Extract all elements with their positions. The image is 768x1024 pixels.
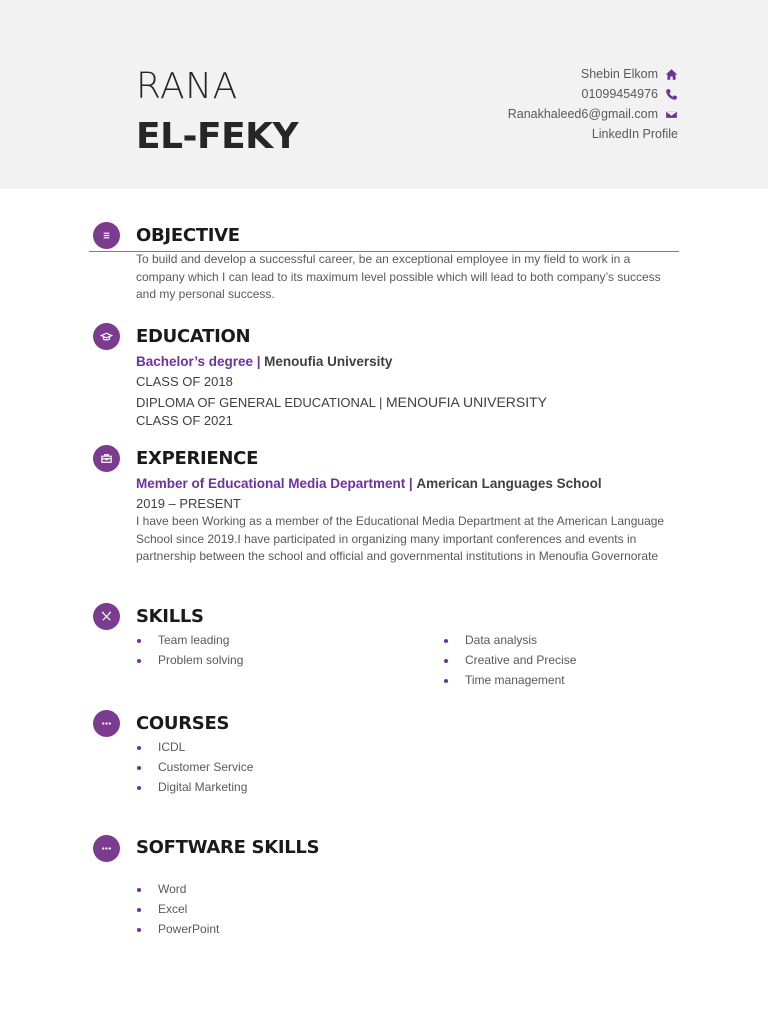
contact-address [508, 64, 678, 84]
organization-name: American Languages School [416, 476, 602, 491]
diploma-line [136, 394, 547, 410]
class-year-2: CLASS OF 2021 [136, 413, 233, 428]
software-skills-list [136, 880, 219, 939]
briefcase-icon [93, 445, 120, 472]
first-name: RANA [136, 66, 238, 107]
phone-icon [664, 87, 678, 101]
last-name: EL-FEKY [136, 116, 299, 157]
ellipsis-icon [93, 710, 120, 737]
objective-text: To build and develop a successful career, be an exceptional employee in my field to work in a company which I can lead to its maximum level possible which will lead to both company’s success and my personal success. [136, 252, 661, 302]
courses-title: COURSES [136, 713, 230, 734]
phone-text: 01099454976 [581, 87, 658, 101]
list-item: Data analysis [443, 631, 576, 651]
contact-email[interactable] [508, 104, 678, 124]
list-item: Word [136, 880, 219, 900]
skills-title: SKILLS [136, 606, 204, 627]
list-item: Excel [136, 900, 219, 920]
contact-linkedin[interactable] [508, 124, 678, 144]
diploma-school: MENOUFIA UNIVERSITY [386, 394, 548, 410]
list-item: Time management [443, 671, 576, 691]
linkedin-link[interactable]: LinkedIn Profile [591, 127, 678, 141]
degree-name: Bachelor’s degree [136, 354, 254, 369]
list-item: Customer Service [136, 758, 253, 778]
skills-list-left [136, 631, 243, 671]
contact-block [508, 64, 678, 144]
diploma-separator: | [378, 395, 383, 410]
list-item: PowerPoint [136, 920, 219, 940]
list-item: Problem solving [136, 651, 243, 671]
degree-separator: | [256, 354, 261, 369]
email-text[interactable]: Ranakhaleed6@gmail.com [507, 107, 658, 121]
diploma-name: DIPLOMA OF GENERAL EDUCATIONAL [136, 395, 376, 410]
software-skills-title: SOFTWARE SKILLS [136, 837, 320, 858]
address-text: Shebin Elkom [580, 67, 658, 81]
skills-list-right [443, 631, 576, 690]
experience-title: EXPERIENCE [136, 448, 259, 469]
degree-line [136, 354, 392, 369]
graduation-cap-icon [93, 323, 120, 350]
ellipsis-icon [93, 835, 120, 862]
role-line [136, 476, 602, 491]
contact-phone [508, 84, 678, 104]
role-separator: | [408, 476, 413, 491]
envelope-icon [664, 107, 678, 121]
list-item: ICDL [136, 738, 253, 758]
list-item: Team leading [136, 631, 243, 651]
university-name: Menoufia University [264, 354, 393, 369]
education-title: EDUCATION [136, 326, 251, 347]
courses-list [136, 738, 253, 797]
list-item: Digital Marketing [136, 778, 253, 798]
role-name: Member of Educational Media Department [136, 476, 406, 491]
list-icon [93, 222, 120, 249]
tools-icon [93, 603, 120, 630]
home-icon [664, 67, 678, 81]
objective-title: OBJECTIVE [136, 225, 240, 246]
class-year-1: CLASS OF 2018 [136, 374, 233, 389]
list-item: Creative and Precise [443, 651, 576, 671]
experience-dates: 2019 – PRESENT [136, 496, 241, 511]
experience-description: I have been Working as a member of the Educational Media Department at the American Language School since 2019.I have participated in organizing many important conferences and events in partnership between the school and official and governmental institutions in Menoufia Governorate [136, 514, 665, 564]
